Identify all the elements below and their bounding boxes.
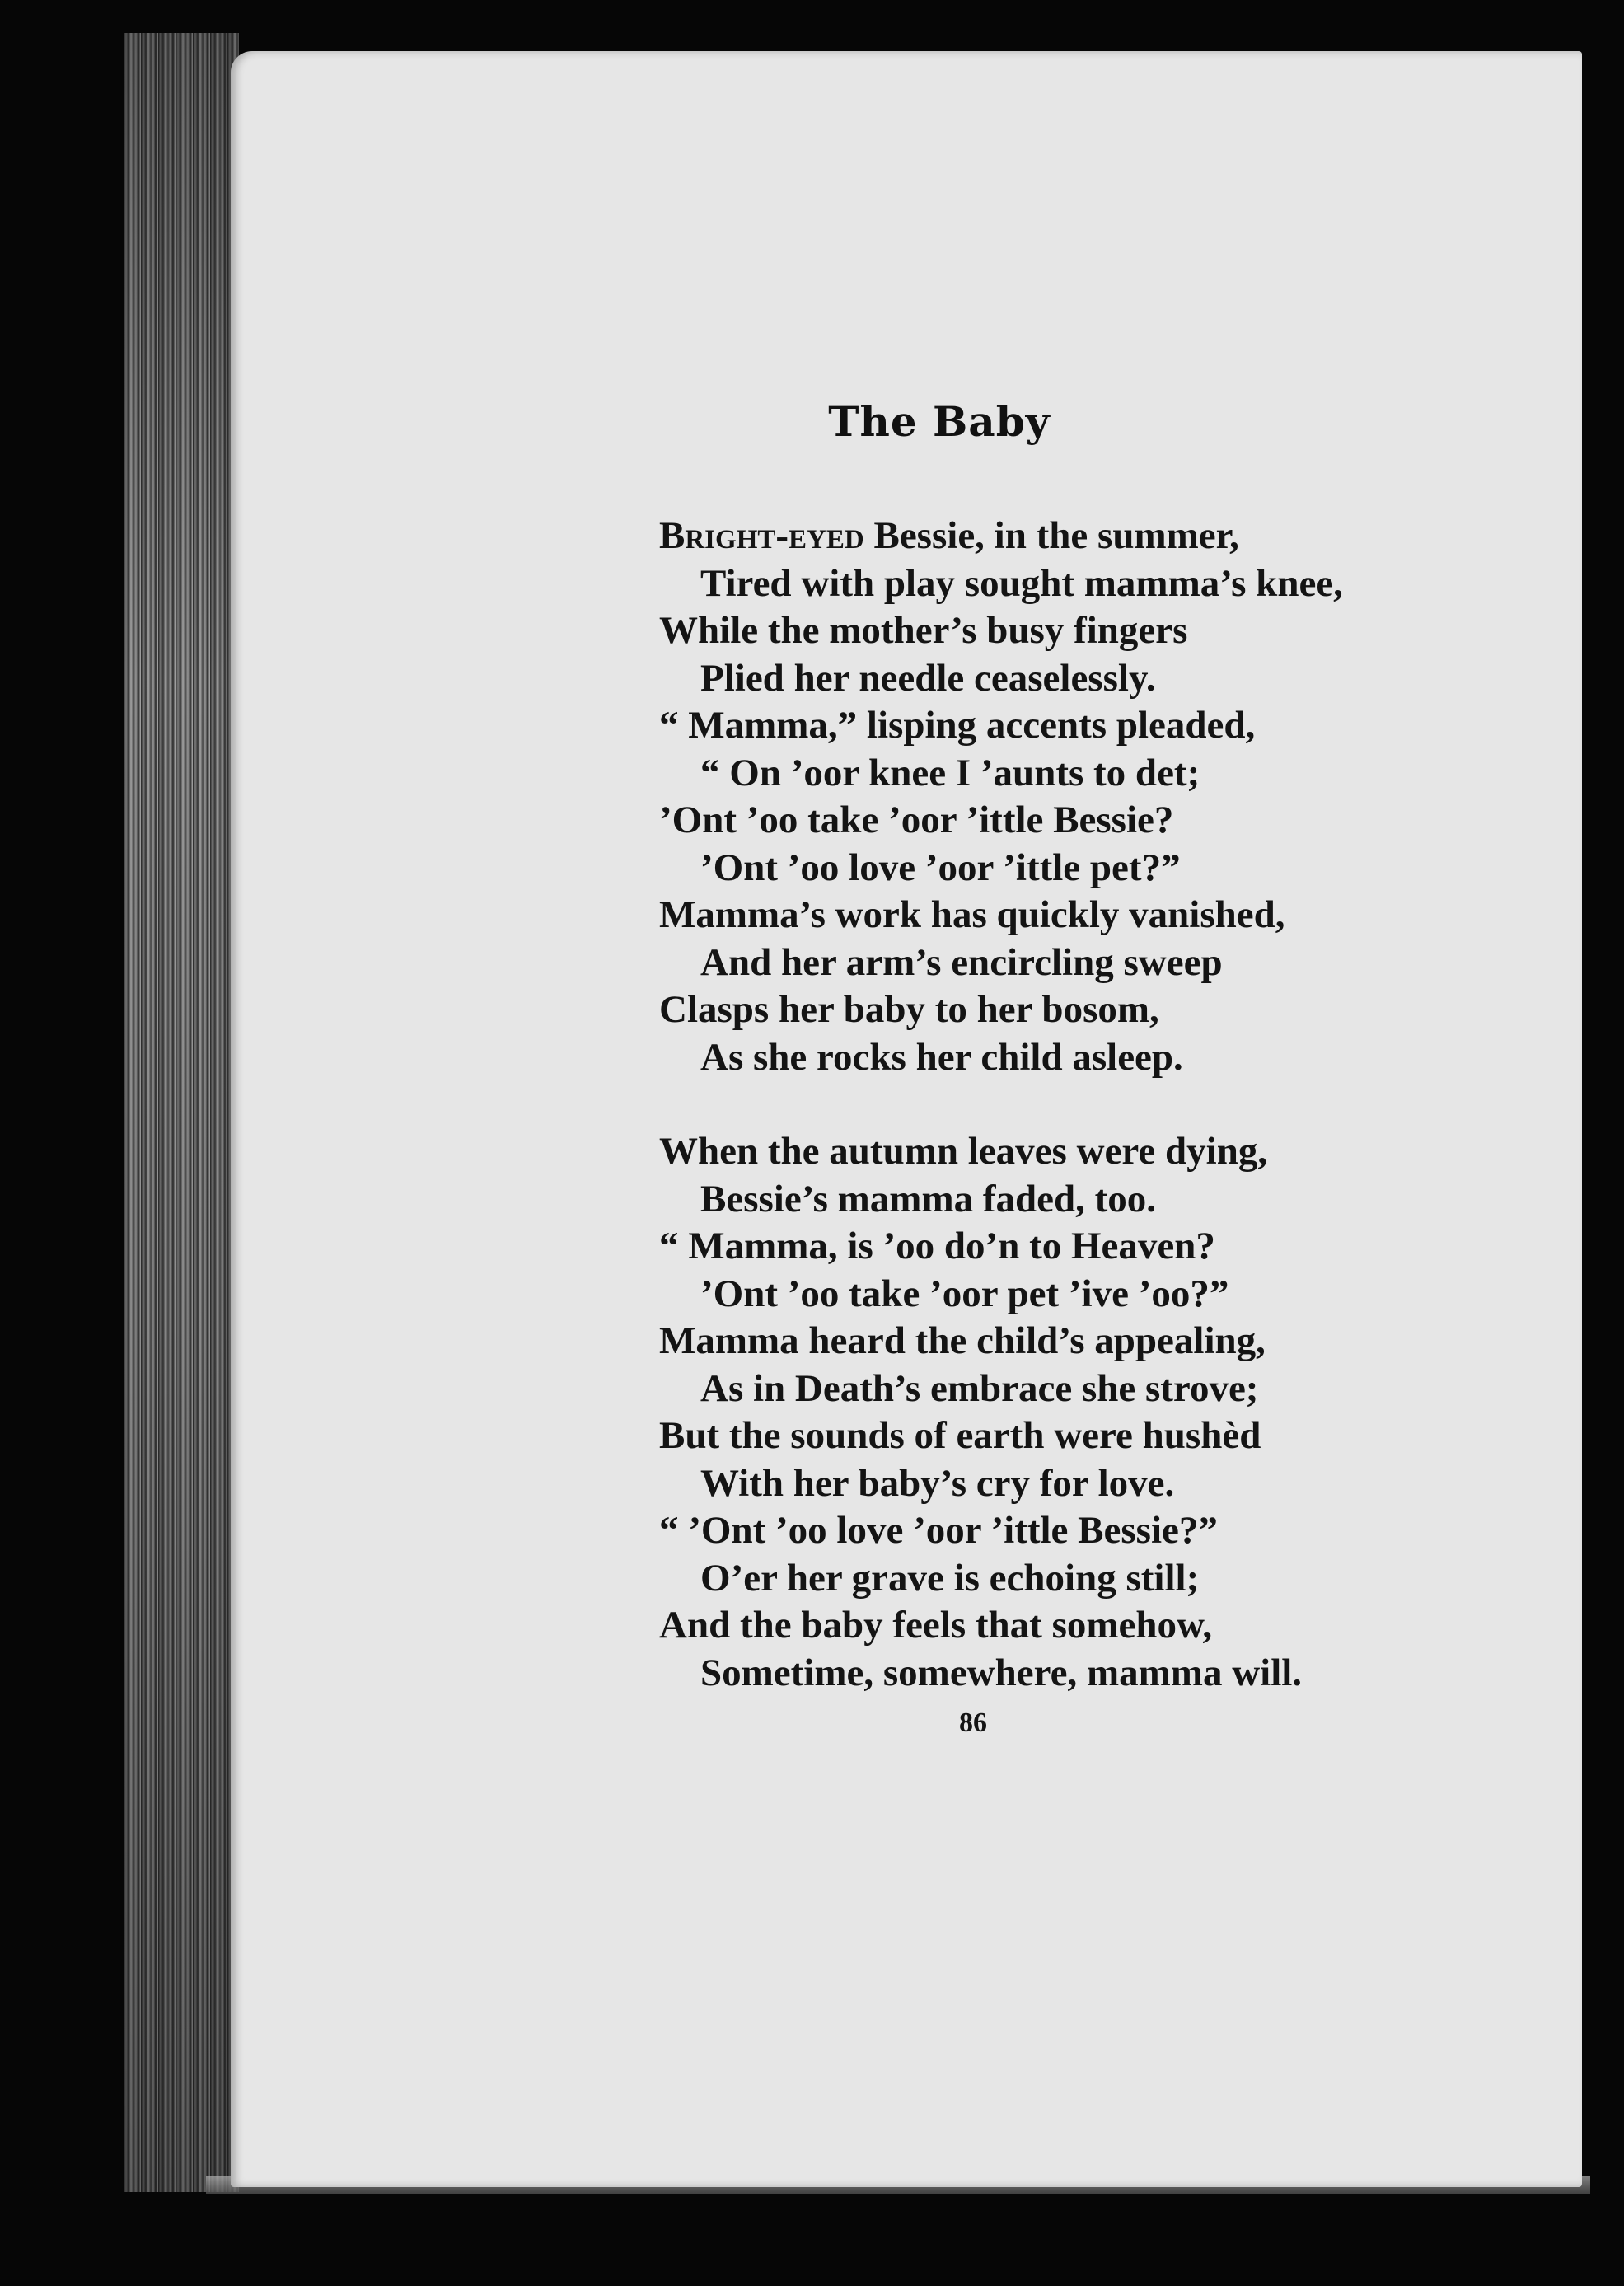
poem-line: Tired with play sought mamma’s knee, bbox=[700, 561, 1343, 605]
poem-line: Plied her needle ceaselessly. bbox=[700, 656, 1156, 700]
poem-line: Sometime, somewhere, mamma will. bbox=[700, 1651, 1303, 1694]
poem-line: And the baby feels that somehow, bbox=[659, 1604, 1213, 1647]
poem-line: With her baby’s cry for love. bbox=[700, 1461, 1175, 1505]
poem-line: “ ’Ont ’oo love ’oor ’ittle Bessie?” bbox=[659, 1509, 1218, 1552]
stanza-2 bbox=[659, 1128, 1343, 1697]
poem-line: “ Mamma, is ’oo do’n to Heaven? bbox=[659, 1225, 1215, 1267]
poem-line: But the sounds of earth were hushèd bbox=[659, 1414, 1261, 1457]
poem-line: Bessie’s mamma faded, too. bbox=[700, 1177, 1157, 1220]
poem-line: And her arm’s encircling sweep bbox=[700, 940, 1223, 984]
book-page bbox=[231, 51, 1582, 2187]
poem-body bbox=[659, 513, 1343, 1697]
poem-line: As in Death’s embrace she strove; bbox=[700, 1366, 1259, 1410]
poem-line: ’Ont ’oo love ’oor ’ittle pet?” bbox=[700, 846, 1181, 889]
poem-line: Mamma heard the child’s appealing, bbox=[659, 1319, 1266, 1362]
poem-line: Mamma’s work has quickly vanished, bbox=[659, 893, 1285, 936]
poem-line: “ Mamma,” lisping accents pleaded, bbox=[659, 704, 1256, 747]
poem-line: O’er her grave is echoing still; bbox=[700, 1556, 1200, 1600]
poem-line-text: Bessie, in the summer, bbox=[863, 514, 1239, 557]
poem-title: The Baby bbox=[828, 397, 1051, 446]
poem-line: As she rocks her child asleep. bbox=[700, 1035, 1183, 1079]
poem-line: “ On ’oor knee I ’aunts to det; bbox=[700, 751, 1200, 794]
opening-small-caps: Bright-eyed bbox=[659, 514, 864, 557]
stanza-1 bbox=[659, 513, 1343, 1081]
poem-line: ’Ont ’oo take ’oor pet ’ive ’oo?” bbox=[700, 1272, 1229, 1315]
poem-line: When the autumn leaves were dying, bbox=[659, 1130, 1268, 1173]
book-spine-shadow bbox=[124, 33, 239, 2192]
poem-line: ’Ont ’oo take ’oor ’ittle Bessie? bbox=[659, 799, 1174, 841]
poem-line bbox=[659, 513, 1343, 560]
page-number: 86 bbox=[959, 1707, 987, 1738]
poem-line: While the mother’s busy fingers bbox=[659, 609, 1188, 652]
poem-line: Clasps her baby to her bosom, bbox=[659, 988, 1159, 1031]
